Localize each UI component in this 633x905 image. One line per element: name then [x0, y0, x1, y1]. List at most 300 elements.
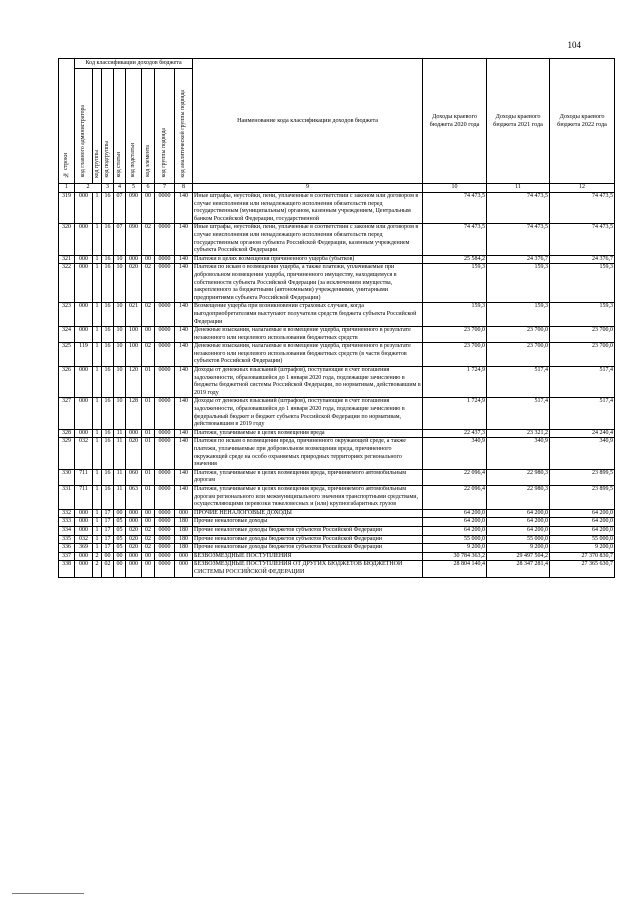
code-subarticle-cell: 000 [126, 255, 142, 264]
table-row [59, 509, 615, 518]
code-group-cell: 1 [93, 485, 102, 509]
income-name-cell: Платежи, уплачиваемые в целях возмещения вреда [193, 429, 423, 438]
code-analytic-group-cell: 140 [175, 398, 193, 429]
code-analytic-group-cell: 140 [175, 485, 193, 509]
code-subtype-group-cell: 0000 [155, 535, 175, 544]
code-element-cell: 02 [142, 343, 155, 367]
amount-2022-cell: 24 376,7 [550, 255, 615, 264]
code-article-cell: 10 [114, 264, 126, 303]
amount-2021-cell: 23 700,0 [487, 343, 550, 367]
code-element-cell: 02 [142, 303, 155, 327]
code-subtype-group-cell: 0000 [155, 544, 175, 553]
code-article-cell: 05 [114, 544, 126, 553]
code-subgroup-cell: 17 [102, 526, 114, 535]
income-name-cell: ПРОЧИЕ НЕНАЛОГОВЫЕ ДОХОДЫ [193, 509, 423, 518]
code-subgroup-cell: 17 [102, 535, 114, 544]
code-element-cell: 00 [142, 518, 155, 527]
code-subtype-group-cell: 0000 [155, 526, 175, 535]
code-subarticle-cell: 100 [126, 327, 142, 343]
code-subarticle-cell: 020 [126, 535, 142, 544]
amount-2020-cell: 9 200,0 [423, 544, 487, 553]
code-group-cell: 1 [93, 193, 102, 224]
row-number-cell: 320 [59, 224, 75, 255]
amount-2021-cell: 517,4 [487, 367, 550, 398]
code-subgroup-cell: 02 [102, 561, 114, 577]
row-number-cell: 329 [59, 438, 75, 469]
code-subtype-group-cell: 0000 [155, 398, 175, 429]
code-analytic-group-cell: 140 [175, 255, 193, 264]
code-element-cell: 01 [142, 469, 155, 485]
amount-2021-cell: 64 200,0 [487, 509, 550, 518]
code-admin-cell: 000 [75, 193, 93, 224]
page-number: 104 [567, 40, 581, 50]
amount-2022-cell: 517,4 [550, 398, 615, 429]
income-name-cell: Доходы от денежных взысканий (штрафов), поступающие в счет погашения задолженности, образовавшейся до 1 января 2020 года, подлежащие зачислению в бюджеты бюджетной системы Российской Федерации, по нормативам, действовавшим в 2019 году [193, 367, 423, 398]
table-row [59, 552, 615, 561]
code-subgroup-cell: 00 [102, 552, 114, 561]
code-subarticle-cell: 000 [126, 509, 142, 518]
code-analytic-group-cell: 000 [175, 552, 193, 561]
table-row [59, 469, 615, 485]
amount-2022-cell: 9 200,0 [550, 544, 615, 553]
column-number: 10 [423, 184, 487, 193]
code-subarticle-cell: 020 [126, 264, 142, 303]
column-number: 4 [114, 184, 126, 193]
row-number-cell: 327 [59, 398, 75, 429]
code-group-cell: 1 [93, 327, 102, 343]
amount-2021-cell: 23 321,2 [487, 429, 550, 438]
table-row [59, 561, 615, 577]
code-subtype-group-cell: 0000 [155, 303, 175, 327]
code-analytic-group-cell: 140 [175, 303, 193, 327]
header-code-admin: код главного администратора [75, 69, 93, 184]
header-amount-2021: Доходы краевого бюджета 2021 года [487, 59, 550, 184]
code-element-cell: 00 [142, 193, 155, 224]
code-subtype-group-cell: 0000 [155, 343, 175, 367]
column-number: 7 [155, 184, 175, 193]
income-name-cell: Иные штрафы, неустойки, пени, уплаченные в соответствии с законом или договором в случае неисполнения или ненадлежащего исполнения обязательств перед государственным органом субъекта Российской Федерации, казенным учреждением субъекта Российской Федерации [193, 224, 423, 255]
amount-2020-cell: 159,3 [423, 303, 487, 327]
code-article-cell: 00 [114, 509, 126, 518]
table-row [59, 193, 615, 224]
income-name-cell: Возмещение ущерба при возникновении страховых случаев, когда выгодоприобретателями выступают получатели средств бюджета субъекта Российской Федерации [193, 303, 423, 327]
code-subgroup-cell: 16 [102, 255, 114, 264]
code-element-cell: 01 [142, 398, 155, 429]
header-code-element: код элемента [142, 69, 155, 184]
code-subarticle-cell: 090 [126, 193, 142, 224]
code-group-cell: 1 [93, 518, 102, 527]
code-admin-cell: 000 [75, 255, 93, 264]
amount-2020-cell: 74 473,5 [423, 224, 487, 255]
code-subtype-group-cell: 0000 [155, 552, 175, 561]
code-subgroup-cell: 16 [102, 327, 114, 343]
row-number-cell: 334 [59, 526, 75, 535]
amount-2020-cell: 64 200,0 [423, 518, 487, 527]
column-number: 6 [142, 184, 155, 193]
code-subarticle-cell: 020 [126, 526, 142, 535]
code-admin-cell: 000 [75, 509, 93, 518]
amount-2022-cell: 159,3 [550, 264, 615, 303]
code-admin-cell: 032 [75, 438, 93, 469]
amount-2021-cell: 340,9 [487, 438, 550, 469]
income-name-cell: Платежи по искам о возмещении ущерба, а также платежи, уплачиваемые при добровольном возмещении ущерба, причиненного имуществу, находящемуся в собственности субъекта Российской Федерации (за исключением имущества, закрепленного за бюджетными (автономными) учреждениями, унитарными предприятиями субъекта Российской Федерации) [193, 264, 423, 303]
amount-2021-cell: 517,4 [487, 398, 550, 429]
budget-table [58, 58, 615, 578]
code-subtype-group-cell: 0000 [155, 509, 175, 518]
row-number-cell: 335 [59, 535, 75, 544]
code-admin-cell: 000 [75, 526, 93, 535]
table-row [59, 303, 615, 327]
amount-2020-cell: 22 096,4 [423, 485, 487, 509]
code-analytic-group-cell: 140 [175, 367, 193, 398]
code-subtype-group-cell: 0000 [155, 485, 175, 509]
code-element-cell: 00 [142, 509, 155, 518]
code-article-cell: 11 [114, 469, 126, 485]
code-group-cell: 1 [93, 429, 102, 438]
row-number-cell: 321 [59, 255, 75, 264]
code-article-cell: 10 [114, 255, 126, 264]
code-subtype-group-cell: 0000 [155, 327, 175, 343]
code-subtype-group-cell: 0000 [155, 561, 175, 577]
amount-2020-cell: 55 000,0 [423, 535, 487, 544]
code-subarticle-cell: 000 [126, 561, 142, 577]
code-analytic-group-cell: 140 [175, 438, 193, 469]
table-body [59, 193, 615, 578]
amount-2021-cell: 28 347 281,4 [487, 561, 550, 577]
header-row-number: № строки [59, 59, 75, 184]
table-row [59, 438, 615, 469]
income-name-cell: БЕЗВОЗМЕЗДНЫЕ ПОСТУПЛЕНИЯ ОТ ДРУГИХ БЮДЖЕТОВ БЮДЖЕТНОЙ СИСТЕМЫ РОССИЙСКОЙ ФЕДЕРАЦИИ [193, 561, 423, 577]
code-group-cell: 1 [93, 264, 102, 303]
code-element-cell: 02 [142, 544, 155, 553]
row-number-cell: 328 [59, 429, 75, 438]
code-analytic-group-cell: 140 [175, 469, 193, 485]
code-analytic-group-cell: 140 [175, 193, 193, 224]
code-element-cell: 02 [142, 526, 155, 535]
table-row [59, 327, 615, 343]
table-row [59, 526, 615, 535]
amount-2020-cell: 23 700,0 [423, 327, 487, 343]
code-subarticle-cell: 063 [126, 485, 142, 509]
code-article-cell: 07 [114, 224, 126, 255]
code-admin-cell: 000 [75, 429, 93, 438]
code-subarticle-cell: 128 [126, 398, 142, 429]
code-group-cell: 1 [93, 303, 102, 327]
code-analytic-group-cell: 140 [175, 343, 193, 367]
table-row [59, 367, 615, 398]
code-admin-cell: 000 [75, 561, 93, 577]
code-subtype-group-cell: 0000 [155, 264, 175, 303]
table-row [59, 224, 615, 255]
amount-2022-cell: 27 370 830,7 [550, 552, 615, 561]
amount-2020-cell: 159,3 [423, 264, 487, 303]
amount-2022-cell: 23 899,5 [550, 469, 615, 485]
income-name-cell: Платежи, уплачиваемые в целях возмещения вреда, причиняемого автомобильным дорогам [193, 469, 423, 485]
code-element-cell: 00 [142, 327, 155, 343]
amount-2021-cell: 22 980,3 [487, 485, 550, 509]
amount-2022-cell: 24 240,4 [550, 429, 615, 438]
income-name-cell: Прочие неналоговые доходы [193, 518, 423, 527]
income-name-cell: Денежные взыскания, налагаемые в возмещение ущерба, причиненного в результате незаконного или нецелевого использования бюджетных средств (в части бюджетов субъектов Российской Федерации) [193, 343, 423, 367]
header-amount-2022: Доходы краевого бюджета 2022 года [550, 59, 615, 184]
code-subarticle-cell: 120 [126, 367, 142, 398]
header-code-article: код статьи [114, 69, 126, 184]
income-name-cell: Прочие неналоговые доходы бюджетов субъектов Российской Федерации [193, 526, 423, 535]
code-admin-cell: 119 [75, 343, 93, 367]
code-group-cell: 1 [93, 544, 102, 553]
code-group-cell: 2 [93, 552, 102, 561]
code-subarticle-cell: 020 [126, 438, 142, 469]
code-subtype-group-cell: 0000 [155, 367, 175, 398]
row-number-cell: 338 [59, 561, 75, 577]
code-subgroup-cell: 17 [102, 544, 114, 553]
row-number-cell: 331 [59, 485, 75, 509]
code-group-cell: 1 [93, 469, 102, 485]
code-element-cell: 00 [142, 255, 155, 264]
income-name-cell: Платежи по искам о возмещении вреда, причиненного окружающей среде, а также платежи, уплачиваемые при добровольном возмещении вреда, причиненного окружающей среде на особо охраняемых природных территориях регионального значения [193, 438, 423, 469]
code-article-cell: 10 [114, 327, 126, 343]
table-row [59, 485, 615, 509]
code-subgroup-cell: 16 [102, 367, 114, 398]
code-analytic-group-cell: 140 [175, 224, 193, 255]
column-number: 2 [75, 184, 102, 193]
income-name-cell: БЕЗВОЗМЕЗДНЫЕ ПОСТУПЛЕНИЯ [193, 552, 423, 561]
code-subtype-group-cell: 0000 [155, 224, 175, 255]
header-code-group-col: код группы [93, 69, 102, 184]
code-subgroup-cell: 16 [102, 224, 114, 255]
code-admin-cell: 000 [75, 518, 93, 527]
table-row [59, 535, 615, 544]
header-name: Наименование кода классификации доходов бюджета [193, 59, 423, 184]
code-analytic-group-cell: 000 [175, 561, 193, 577]
amount-2021-cell: 74 473,5 [487, 193, 550, 224]
code-subgroup-cell: 16 [102, 485, 114, 509]
column-number: 1 [59, 184, 75, 193]
amount-2020-cell: 28 804 140,4 [423, 561, 487, 577]
amount-2020-cell: 340,9 [423, 438, 487, 469]
code-element-cell: 01 [142, 429, 155, 438]
income-name-cell: Доходы от денежных взысканий (штрафов), поступающие в счет погашения задолженности, образовавшейся до 1 января 2020 года, подлежащие зачислению в федеральный бюджет и бюджет субъекта Российской Федерации по нормативам, действовавшим в 2019 году [193, 398, 423, 429]
amount-2020-cell: 1 724,9 [423, 398, 487, 429]
row-number-cell: 319 [59, 193, 75, 224]
code-admin-cell: 711 [75, 469, 93, 485]
amount-2022-cell: 64 200,0 [550, 518, 615, 527]
code-analytic-group-cell: 180 [175, 535, 193, 544]
table-row [59, 343, 615, 367]
income-name-cell: Иные штрафы, неустойки, пени, уплаченные в соответствии с законом или договором в случае неисполнения или ненадлежащего исполнения обязательств перед государственным (муниципальным) органом, казенным учреждением, Центральным банком Российской Федерации, государственной [193, 193, 423, 224]
amount-2022-cell: 159,3 [550, 303, 615, 327]
code-admin-cell: 000 [75, 303, 93, 327]
amount-2021-cell: 23 700,0 [487, 327, 550, 343]
row-number-cell: 330 [59, 469, 75, 485]
income-name-cell: Платежи в целях возмещения причиненного ущерба (убытков) [193, 255, 423, 264]
column-number: 9 [193, 184, 423, 193]
code-subgroup-cell: 16 [102, 264, 114, 303]
amount-2020-cell: 22 096,4 [423, 469, 487, 485]
code-analytic-group-cell: 180 [175, 544, 193, 553]
amount-2022-cell: 27 365 630,7 [550, 561, 615, 577]
code-element-cell: 01 [142, 367, 155, 398]
amount-2021-cell: 29 497 504,2 [487, 552, 550, 561]
code-group-cell: 2 [93, 561, 102, 577]
amount-2021-cell: 64 200,0 [487, 526, 550, 535]
code-subgroup-cell: 16 [102, 193, 114, 224]
code-analytic-group-cell: 000 [175, 509, 193, 518]
code-article-cell: 10 [114, 343, 126, 367]
amount-2021-cell: 159,3 [487, 264, 550, 303]
table-row [59, 429, 615, 438]
code-subarticle-cell: 020 [126, 544, 142, 553]
amount-2022-cell: 64 200,0 [550, 509, 615, 518]
code-subarticle-cell: 090 [126, 224, 142, 255]
amount-2020-cell: 64 200,0 [423, 526, 487, 535]
column-number-row [59, 184, 615, 193]
code-admin-cell: 000 [75, 327, 93, 343]
column-number: 5 [126, 184, 142, 193]
code-analytic-group-cell: 180 [175, 526, 193, 535]
code-article-cell: 05 [114, 518, 126, 527]
amount-2022-cell: 340,9 [550, 438, 615, 469]
row-number-cell: 333 [59, 518, 75, 527]
code-subarticle-cell: 021 [126, 303, 142, 327]
code-admin-cell: 000 [75, 264, 93, 303]
row-number-cell: 323 [59, 303, 75, 327]
amount-2021-cell: 55 000,0 [487, 535, 550, 544]
code-group-cell: 1 [93, 526, 102, 535]
amount-2021-cell: 9 200,0 [487, 544, 550, 553]
row-number-cell: 332 [59, 509, 75, 518]
income-name-cell: Прочие неналоговые доходы бюджетов субъектов Российской Федерации [193, 535, 423, 544]
code-element-cell: 02 [142, 264, 155, 303]
code-subgroup-cell: 16 [102, 398, 114, 429]
amount-2020-cell: 22 437,3 [423, 429, 487, 438]
code-subarticle-cell: 060 [126, 469, 142, 485]
code-article-cell: 00 [114, 552, 126, 561]
column-number: 8 [175, 184, 193, 193]
amount-2022-cell: 517,4 [550, 367, 615, 398]
code-group-cell: 1 [93, 343, 102, 367]
code-element-cell: 02 [142, 224, 155, 255]
code-element-cell: 02 [142, 535, 155, 544]
code-admin-cell: 032 [75, 535, 93, 544]
code-article-cell: 10 [114, 303, 126, 327]
column-number: 12 [550, 184, 615, 193]
amount-2020-cell: 30 784 363,2 [423, 552, 487, 561]
header-code-subarticle: код подстатьи [126, 69, 142, 184]
code-analytic-group-cell: 140 [175, 264, 193, 303]
code-subgroup-cell: 17 [102, 509, 114, 518]
code-element-cell: 00 [142, 552, 155, 561]
code-article-cell: 11 [114, 438, 126, 469]
code-element-cell: 01 [142, 438, 155, 469]
code-article-cell: 10 [114, 398, 126, 429]
code-analytic-group-cell: 180 [175, 518, 193, 527]
table-row [59, 398, 615, 429]
code-admin-cell: 711 [75, 485, 93, 509]
code-subtype-group-cell: 0000 [155, 438, 175, 469]
code-analytic-group-cell: 140 [175, 327, 193, 343]
code-subgroup-cell: 16 [102, 429, 114, 438]
amount-2022-cell: 55 000,0 [550, 535, 615, 544]
amount-2021-cell: 64 200,0 [487, 518, 550, 527]
code-subarticle-cell: 000 [126, 552, 142, 561]
code-subgroup-cell: 16 [102, 303, 114, 327]
amount-2020-cell: 1 724,9 [423, 367, 487, 398]
code-element-cell: 01 [142, 485, 155, 509]
code-article-cell: 05 [114, 526, 126, 535]
code-article-cell: 11 [114, 429, 126, 438]
code-subgroup-cell: 16 [102, 469, 114, 485]
code-analytic-group-cell: 140 [175, 429, 193, 438]
code-subtype-group-cell: 0000 [155, 429, 175, 438]
amount-2022-cell: 23 700,0 [550, 343, 615, 367]
code-admin-cell: 000 [75, 224, 93, 255]
code-subgroup-cell: 17 [102, 518, 114, 527]
amount-2020-cell: 74 473,5 [423, 193, 487, 224]
code-admin-cell: 000 [75, 367, 93, 398]
code-admin-cell: 000 [75, 398, 93, 429]
code-subarticle-cell: 000 [126, 518, 142, 527]
table-row [59, 544, 615, 553]
amount-2021-cell: 24 376,7 [487, 255, 550, 264]
row-number-cell: 322 [59, 264, 75, 303]
code-subtype-group-cell: 0000 [155, 255, 175, 264]
code-subarticle-cell: 000 [126, 429, 142, 438]
code-element-cell: 00 [142, 561, 155, 577]
income-name-cell: Денежные взыскания, налагаемые в возмещение ущерба, причиненного в результате незаконного или нецелевого использования бюджетных средств [193, 327, 423, 343]
code-article-cell: 00 [114, 561, 126, 577]
amount-2020-cell: 23 700,0 [423, 343, 487, 367]
code-group-cell: 1 [93, 367, 102, 398]
row-number-cell: 336 [59, 544, 75, 553]
column-number: 11 [487, 184, 550, 193]
code-group-cell: 1 [93, 398, 102, 429]
code-subtype-group-cell: 0000 [155, 518, 175, 527]
amount-2022-cell: 23 700,0 [550, 327, 615, 343]
table-row [59, 264, 615, 303]
amount-2022-cell: 64 200,0 [550, 526, 615, 535]
code-group-cell: 1 [93, 224, 102, 255]
header-code-analytic-group: код аналитической группы подвида [175, 69, 193, 184]
header-code-subtype-group: код группы подвида [155, 69, 175, 184]
row-number-cell: 326 [59, 367, 75, 398]
code-subarticle-cell: 100 [126, 343, 142, 367]
code-subtype-group-cell: 0000 [155, 469, 175, 485]
code-admin-cell: 000 [75, 552, 93, 561]
amount-2020-cell: 25 584,2 [423, 255, 487, 264]
amount-2022-cell: 74 473,5 [550, 193, 615, 224]
row-number-cell: 337 [59, 552, 75, 561]
income-name-cell: Прочие неналоговые доходы бюджетов субъектов Российской Федерации [193, 544, 423, 553]
amount-2022-cell: 23 899,5 [550, 485, 615, 509]
code-group-cell: 1 [93, 535, 102, 544]
column-number: 3 [102, 184, 114, 193]
amount-2021-cell: 74 473,5 [487, 224, 550, 255]
row-number-cell: 325 [59, 343, 75, 367]
code-group-cell: 1 [93, 509, 102, 518]
amount-2022-cell: 74 473,5 [550, 224, 615, 255]
table-row [59, 255, 615, 264]
code-admin-cell: 369 [75, 544, 93, 553]
code-subgroup-cell: 16 [102, 343, 114, 367]
code-article-cell: 11 [114, 485, 126, 509]
income-name-cell: Платежи, уплачиваемые в целях возмещения вреда, причиняемого автомобильным дорогам регионального или межмуниципального значения транспортными средствами, осуществляющими перевозки тяжеловесных и (или) крупногабаритных грузов [193, 485, 423, 509]
table-row [59, 518, 615, 527]
header-code-subgroup: код подгруппы [102, 69, 114, 184]
row-number-cell: 324 [59, 327, 75, 343]
code-article-cell: 07 [114, 193, 126, 224]
footnote-rule [12, 893, 84, 894]
